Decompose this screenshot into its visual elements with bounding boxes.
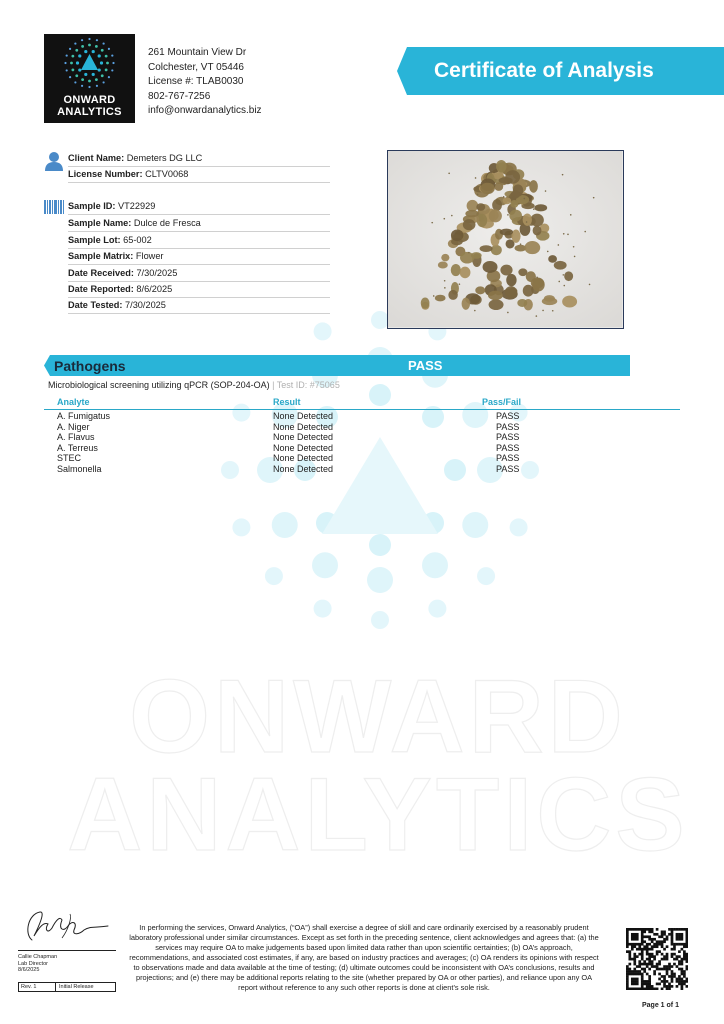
table-cell-result: None Detected — [273, 463, 334, 474]
address-line: 261 Mountain View Dr — [148, 47, 247, 58]
date-received-value: 7/30/2025 — [136, 268, 178, 278]
company-address — [148, 46, 262, 119]
license-number-label: License Number: — [68, 169, 143, 179]
date-reported-row — [68, 281, 330, 298]
table-cell-passfail: PASS — [496, 432, 520, 442]
sample-matrix-row — [68, 248, 330, 265]
table-cell-passfail: PASS — [496, 421, 520, 432]
column-header-passfail: Pass/Fail — [482, 397, 522, 407]
column-header-analyte: Analyte — [57, 397, 90, 407]
revision-number: Rev. 1 — [21, 984, 37, 990]
table-cell-result: None Detected — [273, 421, 334, 432]
pathogens-description — [48, 379, 340, 391]
table-cell-passfail: PASS — [496, 442, 520, 453]
email-link[interactable]: info@onwardanalytics.biz — [148, 105, 262, 117]
table-cell-analyte: A. Flavus — [57, 432, 95, 442]
legal-disclaimer: In performing the services, Onward Analytics, (“OA”) shall exercise a degree of skill and care ordinarily exercised by a reasonably prudent laboratory professional under similar circumstances. Except as set forth in the preceding sentence, client acknowledges and agrees that: (a) the services may require OA to make judgements based upon limited data rather than upon scientific certainties; (b) OA’s approach, recommendations, and associated cost estimates, if any, are based on industry practices and averages; (c) OA renders its opinions with respect to observations made and data available at the time of testing; (d) ultimate outcomes could be inconsistent with OA’s conclusions, results and projections; and (e) there may be additional reports relating to the site (whether prepared by OA or other parties), and reliance upon any OA report without reference to any such other reports is done at client’s sole risk. — [129, 923, 599, 992]
table-cell-analyte: A. Niger — [57, 421, 90, 432]
sample-lot-row — [68, 232, 330, 249]
page-number: Page 1 of 1 — [642, 1002, 679, 1009]
sample-flower-image — [388, 151, 622, 327]
company-logo — [44, 34, 135, 123]
date-reported-label: Date Reported: — [68, 284, 134, 294]
date-tested-label: Date Tested: — [68, 300, 123, 310]
signatory-role: Lab Director — [18, 960, 48, 967]
signatory-name: Callie Chapman — [18, 954, 58, 960]
watermark-triangle — [322, 437, 438, 534]
pathogens-header-bar — [44, 355, 630, 376]
table-cell-passfail: PASS — [496, 411, 520, 421]
table-cell-result: None Detected — [273, 411, 334, 421]
logo-wordmark-line1: ONWARD — [63, 94, 116, 106]
method-text: Microbiological screening utilizing qPCR (SOP-204-OA) — [48, 380, 270, 390]
sample-matrix-label: Sample Matrix: — [68, 251, 134, 261]
page-title: Certificate of Analysis — [434, 59, 654, 82]
table-divider — [44, 409, 680, 410]
table-cell-passfail: PASS — [496, 453, 520, 463]
sample-name-label: Sample Name: — [68, 218, 132, 228]
sample-name-value: Dulce de Fresca — [133, 218, 201, 228]
address-line: License #: TLAB0030 — [148, 76, 244, 88]
signatory-block — [18, 954, 57, 974]
logo-emblem-icon — [44, 34, 135, 94]
date-tested-row — [68, 297, 330, 314]
revision-note: Initial Release — [59, 984, 94, 990]
signature-date: 8/6/2025 — [18, 967, 40, 974]
license-number-value: CLTV0068 — [145, 169, 189, 179]
person-icon — [44, 151, 64, 171]
qr-code[interactable] — [626, 928, 688, 990]
table-cell-analyte: A. Terreus — [57, 442, 98, 453]
barcode-icon — [44, 200, 64, 214]
table-cell-analyte: STEC — [57, 453, 82, 463]
table-cell-result: None Detected — [273, 442, 334, 453]
client-name-label: Client Name: — [68, 153, 125, 163]
client-name-value: Demeters DG LLC — [126, 153, 203, 163]
watermark-text-line1: ONWARD — [129, 659, 627, 775]
date-received-label: Date Received: — [68, 268, 134, 278]
table-cell-analyte: A. Fumigatus — [57, 411, 111, 421]
sample-id-row — [68, 198, 330, 215]
revision-box — [18, 982, 116, 992]
date-tested-value: 7/30/2025 — [125, 300, 166, 310]
logo-wordmark-line2: ANALYTICS — [57, 106, 122, 118]
watermark-text-line2: ANALYTICS — [67, 757, 689, 873]
sample-id-value: VT22929 — [118, 201, 156, 211]
table-cell-result: None Detected — [273, 453, 334, 463]
date-reported-value: 8/6/2025 — [136, 284, 173, 294]
sample-name-row — [68, 215, 330, 232]
sample-lot-label: Sample Lot: — [68, 235, 121, 245]
table-cell-analyte: Salmonella — [57, 463, 102, 474]
pathogens-status-badge: PASS — [408, 358, 443, 373]
test-id: Test ID: #75065 — [276, 380, 340, 390]
sample-id-label: Sample ID: — [68, 201, 116, 211]
signature-line — [18, 950, 116, 951]
license-number-row — [68, 166, 330, 183]
section-title-pathogens: Pathogens — [54, 358, 126, 374]
date-received-row — [68, 265, 330, 282]
client-name-row — [68, 150, 330, 167]
column-header-result: Result — [273, 397, 301, 407]
phone: 802-767-7256 — [148, 90, 211, 102]
sample-photo — [387, 150, 624, 329]
table-cell-result: None Detected — [273, 432, 334, 442]
signature-image — [18, 908, 118, 948]
sample-lot-value: 65-002 — [123, 235, 152, 245]
address-line: Colchester, VT 05446 — [148, 61, 244, 73]
sample-matrix-value: Flower — [135, 251, 164, 261]
table-cell-passfail: PASS — [496, 463, 520, 474]
separator: | — [269, 380, 277, 390]
